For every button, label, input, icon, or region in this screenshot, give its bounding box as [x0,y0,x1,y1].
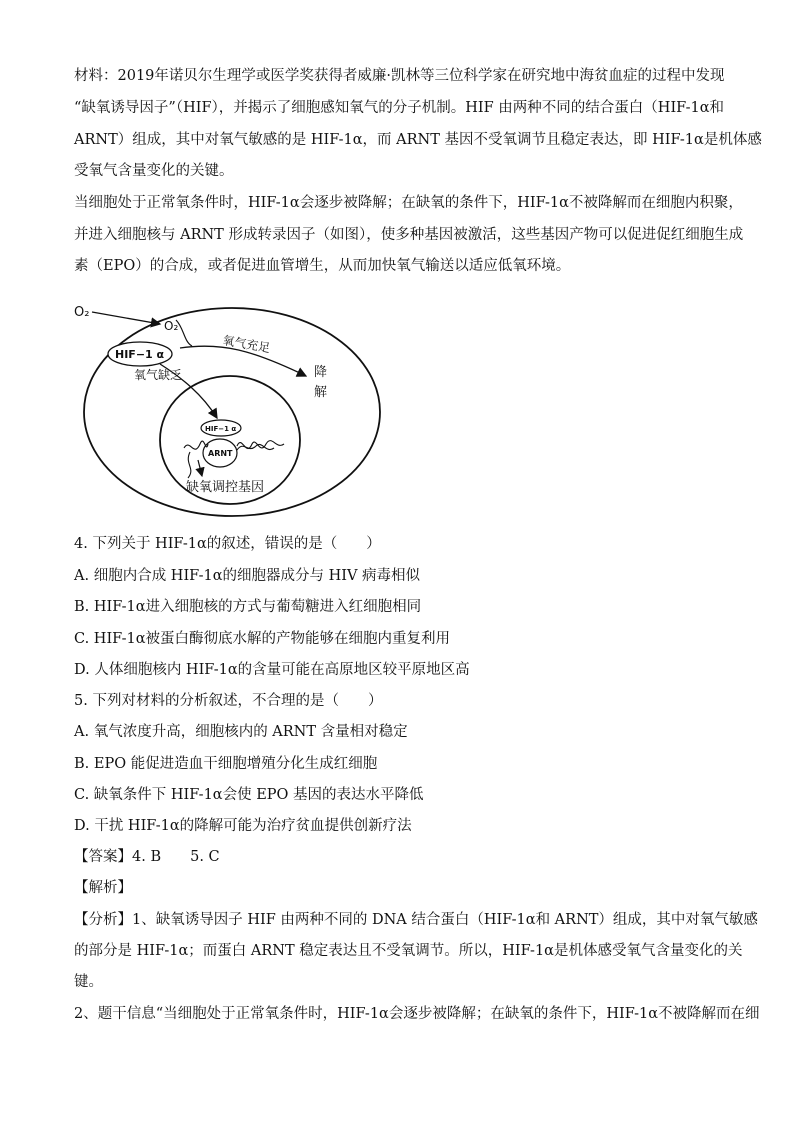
degrade-label: 降 [314,365,328,380]
question-option: C. HIF-1α被蛋白酶彻底水解的产物能够在细胞内重复利用 [74,631,450,647]
gene-activation-arrow [198,460,202,476]
question-option: D. 人体细胞核内 HIF-1α的含量可能在高原地区较平原地区高 [74,662,470,678]
analysis-line: 【分析】1、缺氧诱导因子 HIF 由两种不同的 DNA 结合蛋白（HIF-1α和 ARNT）组成，其中对氧气敏感 [74,912,758,928]
question-stem: 4. 下列关于 HIF-1α的叙述，错误的是（ ） [74,536,381,552]
question-option: D. 干扰 HIF-1α的降解可能为治疗贫血提供创新疗法 [74,818,412,834]
oxygen-sufficient-label: 氧气充足 [221,333,272,356]
question-option: A. 氧气浓度升高，细胞核内的 ARNT 含量相对稳定 [74,724,408,740]
analysis-line: 的部分是 HIF-1α；而蛋白 ARNT 稳定表达且不受氧调节。所以，HIF-1α是机体感受氧气含量变化的关 [74,943,743,959]
dna-strand [188,452,191,478]
question-option: C. 缺氧条件下 HIF-1α会使 EPO 基因的表达水平降低 [74,787,424,803]
dna-strand [237,444,274,450]
o2-inside-label: O₂ [164,319,179,333]
oxygen-lacking-label: 氧气缺乏 [134,368,183,382]
degrade-label: 解 [314,385,328,400]
arnt-label: ARNT [208,449,233,458]
question-stem: 5. 下列对材料的分析叙述，不合理的是（ ） [74,693,383,709]
material-line: 并进入细胞核与 ARNT 形成转录因子（如图），使多种基因被激活，这些基因产物可以促进促红细胞生成 [74,227,744,243]
answer-line: 【答案】4. B 5. C [74,849,220,865]
question-option: B. EPO 能促进造血干细胞增殖分化生成红细胞 [74,756,378,772]
gene-label: 缺氧调控基因 [186,480,265,495]
degradation-arrow [180,346,306,376]
material-line: ARNT）组成，其中对氧气敏感的是 HIF-1α，而 ARNT 基因不受氧调节且稳定表达，即 HIF-1α是机体感 [74,132,762,148]
material-line: 受氧气含量变化的关键。 [74,163,234,179]
hif-diagram [72,298,392,520]
material-line: 当细胞处于正常氧条件时，HIF-1α会逐步被降解；在缺氧的条件下，HIF-1α不被降解而在细胞内积聚， [74,195,743,211]
o2-bind-curve [176,320,192,346]
material-line: “缺氧诱导因子”（HIF），并揭示了细胞感知氧气的分子机制。HIF 由两种不同的结合蛋白（HIF-1α和 [74,100,724,116]
hif-small-label: HIF−1 α [205,425,237,433]
material-line: 材料：2019年诺贝尔生理学或医学奖获得者威廉·凯林等三位科学家在研究地中海贫血症的过程中发现 [74,68,725,84]
analysis-line: 2、题干信息“当细胞处于正常氧条件时，HIF-1α会逐步被降解；在缺氧的条件下，HIF-1α不被降解而在细 [74,1006,760,1022]
o2-outside-label: O₂ [74,305,90,320]
analysis-heading: 【解析】 [74,880,132,896]
o2-entry-arrow [92,312,160,324]
analysis-line: 键。 [74,974,103,990]
hif-label: HIF−1 α [115,348,165,361]
question-option: B. HIF-1α进入细胞核的方式与葡萄糖进入红细胞相同 [74,599,422,615]
material-line: 素（EPO）的合成，或者促进血管增生，从而加快氧气输送以适应低氧环境。 [74,258,571,274]
question-option: A. 细胞内合成 HIF-1α的细胞器成分与 HIV 病毒相似 [74,568,421,584]
